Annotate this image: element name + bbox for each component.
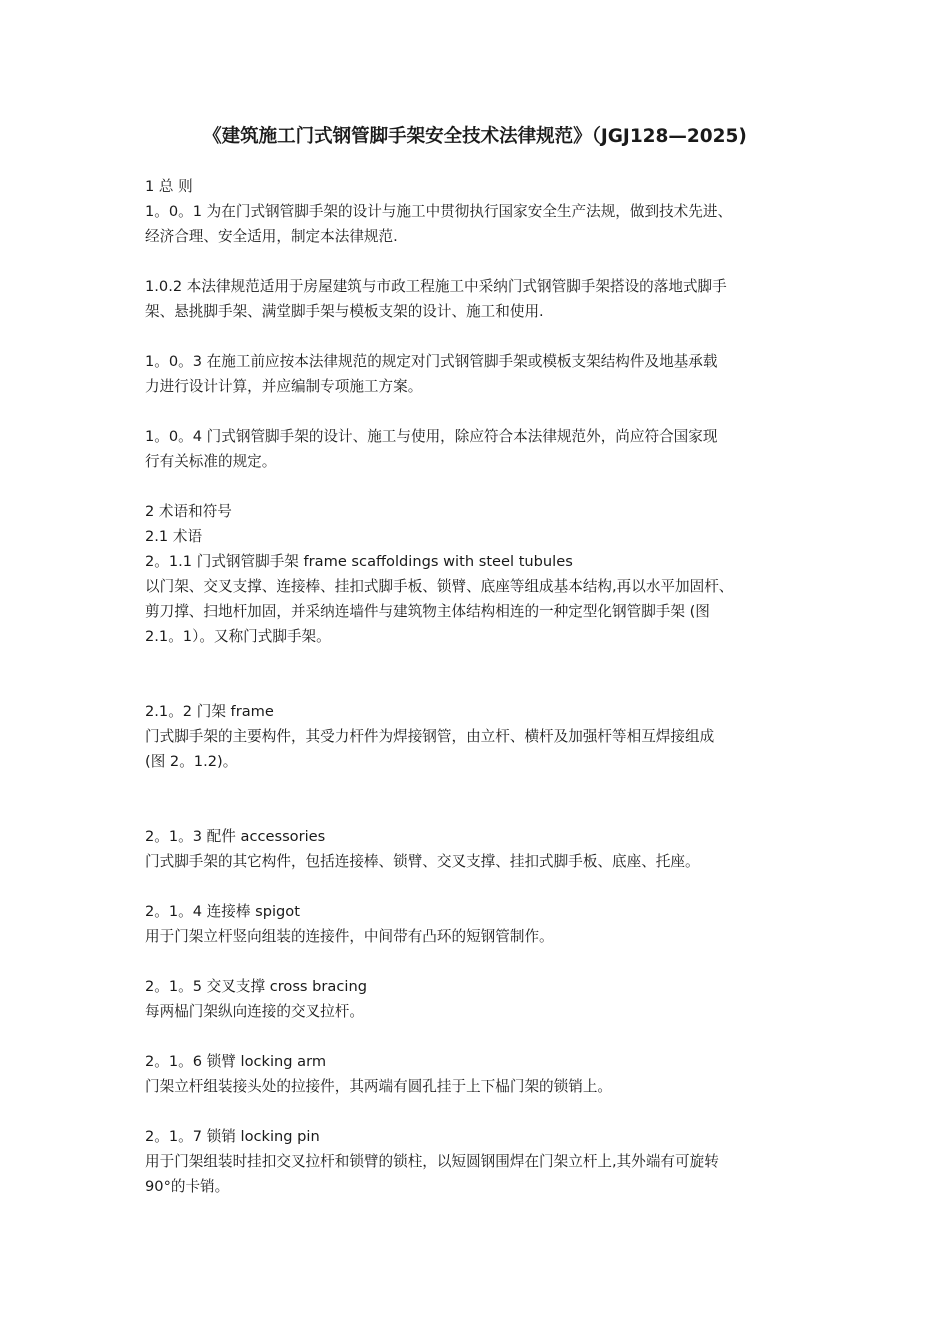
text-line: 架、悬挑脚手架、满堂脚手架与模板支架的设计、施工和使用. bbox=[145, 303, 544, 320]
text-line: 剪刀撑、扫地杆加固，并采纳连墙件与建筑物主体结构相连的一种定型化钢管脚手架 (图 bbox=[145, 603, 710, 620]
text-line: 每两榀门架纵向连接的交叉拉杆。 bbox=[145, 1003, 364, 1020]
text-line: 力进行设计计算，并应编制专项施工方案。 bbox=[145, 378, 423, 395]
term-heading: 2。1。4 连接棒 spigot bbox=[145, 903, 300, 920]
term-heading: 2。1。3 配件 accessories bbox=[145, 828, 326, 845]
text-line: 门架立杆组装接头处的拉接件，其两端有圆孔挂于上下榀门架的锁销上。 bbox=[145, 1078, 613, 1095]
subsection-heading: 2.1 术语 bbox=[145, 528, 203, 545]
text-line: 1。0。1 为在门式钢管脚手架的设计与施工中贯彻执行国家安全生产法规，做到技术先进、 bbox=[145, 203, 733, 220]
text-line: 2.1。1）。又称门式脚手架。 bbox=[145, 628, 331, 645]
text-line: 行有关标准的规定。 bbox=[145, 453, 277, 470]
text-line: 1.0.2 本法律规范适用于房屋建筑与市政工程施工中采纳门式钢管脚手架搭设的落地式脚手 bbox=[145, 278, 727, 295]
text-line: 1。0。4 门式钢管脚手架的设计、施工与使用，除应符合本法律规范外，尚应符合国家现 bbox=[145, 428, 718, 445]
term-heading: 2。1。7 锁销 locking pin bbox=[145, 1128, 320, 1145]
term-heading: 2。1.1 门式钢管脚手架 frame scaffoldings with steel tubules bbox=[145, 553, 573, 570]
term-heading: 2。1。6 锁臂 locking arm bbox=[145, 1053, 327, 1070]
term-heading: 2。1。5 交叉支撑 cross bracing bbox=[145, 978, 367, 995]
text-line: (图 2。1.2)。 bbox=[145, 753, 238, 770]
section-heading: 1 总 则 bbox=[145, 178, 193, 195]
text-line: 用于门架立杆竖向组装的连接件，中间带有凸环的短钢管制作。 bbox=[145, 928, 554, 945]
text-line: 门式脚手架的主要构件，其受力杆件为焊接钢管，由立杆、横杆及加强杆等相互焊接组成 bbox=[145, 728, 715, 745]
text-line: 以门架、交叉支撑、连接棒、挂扣式脚手板、锁臂、底座等组成基本结构,再以水平加固杆、 bbox=[145, 578, 734, 595]
text-line: 1。0。3 在施工前应按本法律规范的规定对门式钢管脚手架或模板支架结构件及地基承载 bbox=[145, 353, 718, 370]
section-heading: 2 术语和符号 bbox=[145, 503, 232, 520]
text-line: 90°的卡销。 bbox=[145, 1178, 230, 1195]
text-line: 用于门架组装时挂扣交叉拉杆和锁臂的锁柱，以短圆钢围焊在门架立杆上,其外端有可旋转 bbox=[145, 1153, 719, 1170]
document-body bbox=[145, 174, 825, 1199]
text-line: 门式脚手架的其它构件，包括连接棒、锁臂、交叉支撑、挂扣式脚手板、底座、托座。 bbox=[145, 853, 700, 870]
term-heading: 2.1。2 门架 frame bbox=[145, 703, 274, 720]
document-title: 《建筑施工门式钢管脚手架安全技术法律规范》（JGJ128—2025) bbox=[203, 126, 747, 147]
text-line: 经济合理、安全适用，制定本法律规范. bbox=[145, 228, 398, 245]
